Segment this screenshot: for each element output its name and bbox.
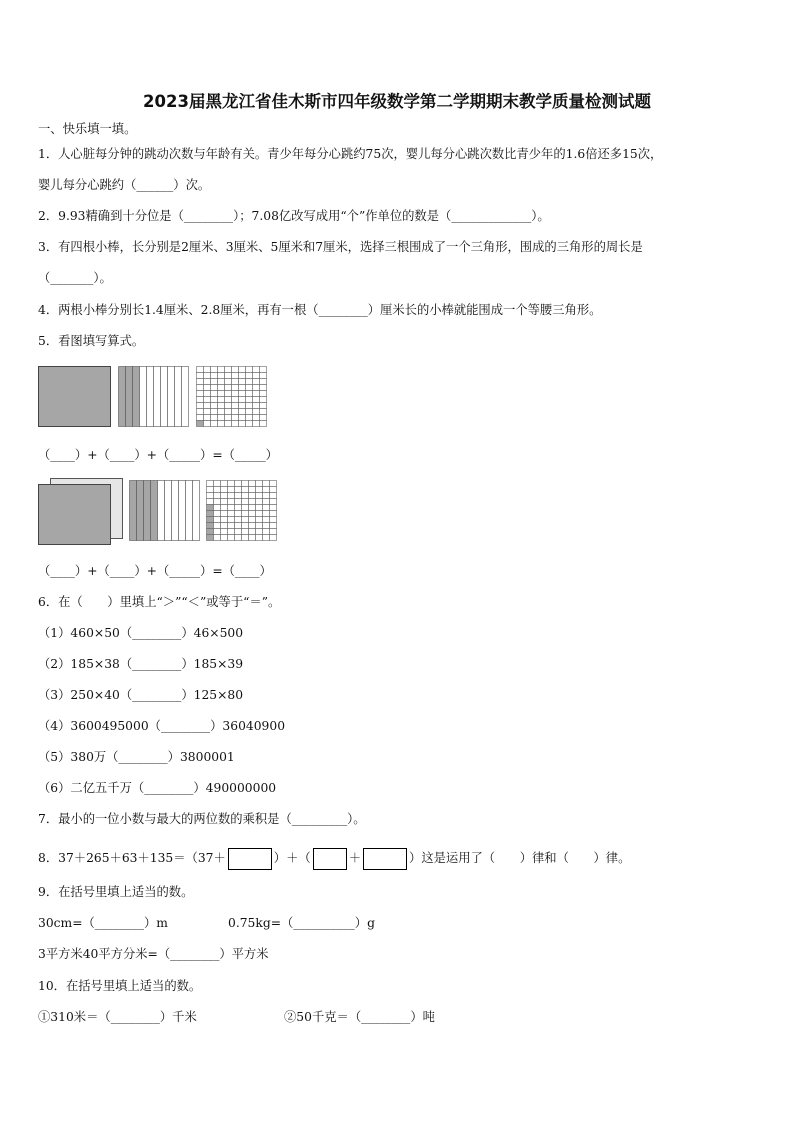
- question-3-line-2: （_______）。: [38, 271, 112, 285]
- figure-2-tenths-strips: [129, 480, 201, 542]
- hundredth-cell: [270, 511, 277, 517]
- hundredth-cell: [260, 397, 267, 403]
- hundredth-cell: [221, 499, 228, 505]
- hundredth-cell: [225, 385, 232, 391]
- hundredth-cell: [197, 403, 204, 409]
- hundredth-cell: [256, 529, 263, 535]
- tenth-strip: [147, 367, 154, 427]
- hundredth-cell: [232, 367, 239, 373]
- hundredth-cell: [260, 415, 267, 421]
- hundredth-cell: [214, 487, 221, 493]
- hundredth-cell: [211, 397, 218, 403]
- hundredth-cell: [214, 517, 221, 523]
- hundredth-cell: [246, 367, 253, 373]
- hundredth-cell: [246, 403, 253, 409]
- hundredth-cell: [228, 487, 235, 493]
- hundredth-cell: [253, 373, 260, 379]
- hundredth-cell: [249, 487, 256, 493]
- hundredth-cell: [225, 379, 232, 385]
- hundredth-cell: [235, 493, 242, 499]
- hundredth-cell: [207, 529, 214, 535]
- tenth-strip: [172, 481, 179, 541]
- hundredth-cell: [256, 481, 263, 487]
- question-9-item-c: 3平方米40平方分米=（________）平方米: [38, 947, 269, 961]
- tenth-strip: [151, 481, 158, 541]
- hundredth-cell: [246, 373, 253, 379]
- hundredth-cell: [256, 487, 263, 493]
- hundredth-cell: [221, 529, 228, 535]
- question-9: 9．在括号里填上适当的数。: [38, 885, 194, 899]
- hundredth-cell: [197, 415, 204, 421]
- hundredth-cell: [270, 517, 277, 523]
- tenth-strip: [154, 367, 161, 427]
- hundredth-cell: [246, 391, 253, 397]
- hundredth-cell: [218, 385, 225, 391]
- hundredth-cell: [270, 487, 277, 493]
- hundredth-cell: [263, 505, 270, 511]
- question-5-equation-1: （____）+（____）+（_____）=（_____）: [38, 448, 278, 462]
- question-9-item-a: 30cm=（________）m: [38, 916, 168, 930]
- tenth-strip: [168, 367, 175, 427]
- question-6-item: （4）3600495000（________）36040900: [38, 719, 286, 733]
- question-9-item-b: 0.75kg=（__________）g: [228, 916, 375, 930]
- hundredth-cell: [225, 421, 232, 427]
- hundredth-cell: [232, 421, 239, 427]
- tenth-strip: [179, 481, 186, 541]
- hundredth-cell: [228, 499, 235, 505]
- question-6-item: （3）250×40（________）125×80: [38, 688, 244, 702]
- question-10-item-b: ②50千克＝（________）吨: [284, 1010, 435, 1024]
- hundredth-cell: [218, 415, 225, 421]
- hundredth-cell: [246, 421, 253, 427]
- hundredth-cell: [197, 379, 204, 385]
- tenth-strip: [182, 367, 189, 427]
- hundredth-cell: [228, 481, 235, 487]
- hundredth-cell: [239, 385, 246, 391]
- hundredth-cell: [242, 499, 249, 505]
- hundredth-cell: [242, 535, 249, 541]
- hundredth-cell: [211, 385, 218, 391]
- question-6: 6．在（ ）里填上“＞”“＜”或等于“＝”。: [38, 595, 281, 609]
- hundredth-cell: [218, 391, 225, 397]
- question-5-equation-2: （____）+（____）+（_____）=（____）: [38, 564, 272, 578]
- hundredth-cell: [218, 409, 225, 415]
- hundredth-cell: [263, 523, 270, 529]
- tenth-strip: [165, 481, 172, 541]
- hundredth-cell: [207, 517, 214, 523]
- hundredth-cell: [263, 481, 270, 487]
- hundredth-cell: [211, 415, 218, 421]
- hundredth-cell: [235, 529, 242, 535]
- question-8-part-c: ＋: [348, 851, 362, 865]
- hundredth-cell: [232, 391, 239, 397]
- answer-box[interactable]: [313, 848, 347, 870]
- hundredth-cell: [253, 367, 260, 373]
- hundredth-cell: [214, 499, 221, 505]
- hundredth-cell: [242, 511, 249, 517]
- hundredth-cell: [207, 487, 214, 493]
- hundredth-cell: [253, 397, 260, 403]
- hundredth-cell: [235, 499, 242, 505]
- hundredth-cell: [256, 505, 263, 511]
- hundredth-cell: [253, 403, 260, 409]
- hundredth-cell: [221, 487, 228, 493]
- question-5: 5．看图填写算式。: [38, 334, 145, 348]
- figure-1-hundredths-grid: [196, 366, 268, 428]
- hundredth-cell: [246, 409, 253, 415]
- hundredth-cell: [253, 415, 260, 421]
- hundredth-cell: [197, 397, 204, 403]
- question-8-part-a: 8．37＋265＋63＋135＝（37＋: [38, 851, 226, 865]
- hundredth-cell: [232, 385, 239, 391]
- tenth-strip: [119, 367, 126, 427]
- hundredth-cell: [246, 415, 253, 421]
- hundredth-cell: [211, 367, 218, 373]
- hundredth-cell: [204, 409, 211, 415]
- hundredth-cell: [221, 505, 228, 511]
- hundredth-cell: [225, 415, 232, 421]
- hundredth-cell: [221, 523, 228, 529]
- hundredth-cell: [232, 379, 239, 385]
- question-8-part-b: ）＋（: [273, 851, 311, 865]
- hundredth-cell: [270, 523, 277, 529]
- hundredth-cell: [221, 517, 228, 523]
- hundredth-cell: [214, 523, 221, 529]
- hundredth-cell: [260, 373, 267, 379]
- hundredth-cell: [232, 373, 239, 379]
- hundredth-cell: [256, 523, 263, 529]
- hundredth-cell: [239, 397, 246, 403]
- hundredth-cell: [270, 535, 277, 541]
- hundredth-cell: [270, 529, 277, 535]
- section-heading: 一、快乐填一填。: [38, 122, 137, 136]
- hundredth-cell: [218, 397, 225, 403]
- question-3-line-1: 3．有四根小棒，长分别是2厘米、3厘米、5厘米和7厘米，选择三根围成了一个三角形，围成的三角形的周长是: [38, 240, 643, 254]
- hundredth-cell: [253, 409, 260, 415]
- hundredth-cell: [214, 505, 221, 511]
- hundredth-cell: [232, 397, 239, 403]
- hundredth-cell: [260, 403, 267, 409]
- question-7: 7．最小的一位小数与最大的两位数的乘积是（_________）。: [38, 812, 366, 826]
- hundredth-cell: [249, 523, 256, 529]
- hundredth-cell: [211, 373, 218, 379]
- hundredth-cell: [221, 511, 228, 517]
- hundredth-cell: [235, 511, 242, 517]
- hundredth-cell: [263, 499, 270, 505]
- hundredth-cell: [225, 373, 232, 379]
- hundredth-cell: [221, 493, 228, 499]
- hundredth-cell: [256, 511, 263, 517]
- question-2: 2．9.93精确到十分位是（________）；7.08亿改写成用“个”作单位的数是（_____________）。: [38, 209, 550, 223]
- hundredth-cell: [239, 391, 246, 397]
- hundredth-cell: [207, 535, 214, 541]
- hundredth-cell: [270, 499, 277, 505]
- hundredth-cell: [263, 511, 270, 517]
- hundredth-cell: [260, 391, 267, 397]
- hundredth-cell: [242, 487, 249, 493]
- hundredth-cell: [207, 523, 214, 529]
- hundredth-cell: [211, 403, 218, 409]
- hundredth-cell: [239, 373, 246, 379]
- hundredth-cell: [211, 391, 218, 397]
- hundredth-cell: [225, 367, 232, 373]
- hundredth-cell: [249, 493, 256, 499]
- hundredth-cell: [225, 409, 232, 415]
- hundredth-cell: [270, 493, 277, 499]
- answer-box[interactable]: [363, 848, 407, 870]
- tenth-strip: [158, 481, 165, 541]
- figure-2-two-squares: [38, 478, 124, 546]
- hundredth-cell: [197, 421, 204, 427]
- question-6-item: （1）460×50（________）46×500: [38, 626, 244, 640]
- hundredth-cell: [239, 379, 246, 385]
- hundredth-cell: [232, 409, 239, 415]
- hundredth-cell: [197, 409, 204, 415]
- hundredth-cell: [214, 535, 221, 541]
- hundredth-cell: [204, 373, 211, 379]
- hundredth-cell: [207, 481, 214, 487]
- hundredth-cell: [207, 493, 214, 499]
- question-10: 10．在括号里填上适当的数。: [38, 979, 202, 993]
- hundredth-cell: [246, 397, 253, 403]
- hundredth-cell: [218, 379, 225, 385]
- hundredth-cell: [214, 529, 221, 535]
- hundredth-cell: [253, 379, 260, 385]
- hundredth-cell: [249, 517, 256, 523]
- hundredth-cell: [228, 517, 235, 523]
- hundredth-cell: [228, 535, 235, 541]
- hundredth-cell: [211, 409, 218, 415]
- hundredth-cell: [249, 511, 256, 517]
- hundredth-cell: [228, 511, 235, 517]
- tenth-strip: [144, 481, 151, 541]
- hundredth-cell: [225, 403, 232, 409]
- hundredth-cell: [242, 493, 249, 499]
- hundredth-cell: [263, 529, 270, 535]
- hundredth-cell: [228, 505, 235, 511]
- hundredth-cell: [253, 385, 260, 391]
- hundredth-cell: [249, 481, 256, 487]
- hundredth-cell: [239, 403, 246, 409]
- tenth-strip: [161, 367, 168, 427]
- hundredth-cell: [242, 481, 249, 487]
- question-6-item: （2）185×38（________）185×39: [38, 657, 244, 671]
- question-6-item: （5）380万（________）3800001: [38, 750, 235, 764]
- hundredth-cell: [260, 379, 267, 385]
- hundredth-cell: [256, 535, 263, 541]
- hundredth-cell: [207, 505, 214, 511]
- hundredth-cell: [256, 499, 263, 505]
- hundredth-cell: [204, 391, 211, 397]
- hundredth-cell: [225, 391, 232, 397]
- hundredth-cell: [249, 535, 256, 541]
- hundredth-cell: [211, 379, 218, 385]
- hundredth-cell: [214, 511, 221, 517]
- hundredth-cell: [249, 529, 256, 535]
- question-1-line-1: 1．人心脏每分钟的跳动次数与年龄有关。青少年每分心跳约75次，婴儿每分心跳次数比青少年的1.6倍还多15次，: [38, 147, 663, 161]
- hundredth-cell: [263, 535, 270, 541]
- hundredth-cell: [228, 529, 235, 535]
- figure-2-hundredths-grid: [206, 480, 280, 542]
- hundredth-cell: [239, 415, 246, 421]
- hundredth-cell: [263, 487, 270, 493]
- hundredth-cell: [239, 421, 246, 427]
- hundredth-cell: [232, 403, 239, 409]
- question-10-item-a: ①310米＝（________）千米: [38, 1010, 197, 1024]
- hundredth-cell: [239, 367, 246, 373]
- hundredth-cell: [249, 505, 256, 511]
- hundredth-cell: [249, 499, 256, 505]
- hundredth-cell: [242, 523, 249, 529]
- hundredth-cell: [270, 505, 277, 511]
- tenth-strip: [186, 481, 193, 541]
- tenth-strip: [175, 367, 182, 427]
- hundredth-cell: [225, 397, 232, 403]
- tenth-strip: [137, 481, 144, 541]
- hundredth-cell: [197, 385, 204, 391]
- hundredth-cell: [260, 421, 267, 427]
- hundredth-cell: [235, 505, 242, 511]
- hundredth-cell: [214, 493, 221, 499]
- page-title: 2023届黑龙江省佳木斯市四年级数学第二学期期末教学质量检测试题: [143, 92, 651, 111]
- hundredth-cell: [204, 385, 211, 391]
- hundredth-cell: [197, 367, 204, 373]
- hundredth-cell: [260, 385, 267, 391]
- hundredth-cell: [218, 367, 225, 373]
- figure-1-tenths-strips: [118, 366, 190, 428]
- hundredth-cell: [235, 517, 242, 523]
- hundredth-cell: [256, 493, 263, 499]
- hundredth-cell: [218, 373, 225, 379]
- hundredth-cell: [260, 367, 267, 373]
- hundredth-cell: [263, 493, 270, 499]
- hundredth-cell: [228, 523, 235, 529]
- hundredth-cell: [204, 421, 211, 427]
- question-8-part-d: ）这是运用了（ ）律和（ ）律。: [409, 851, 631, 865]
- figure-1-whole-square: [38, 366, 112, 428]
- hundredth-cell: [197, 373, 204, 379]
- tenth-strip: [140, 367, 147, 427]
- hundredth-cell: [207, 511, 214, 517]
- hundredth-cell: [246, 385, 253, 391]
- hundredth-cell: [239, 409, 246, 415]
- hundredth-cell: [242, 529, 249, 535]
- hundredth-cell: [235, 523, 242, 529]
- hundredth-cell: [204, 379, 211, 385]
- tenth-strip: [193, 481, 200, 541]
- tenth-strip: [133, 367, 140, 427]
- hundredth-cell: [246, 379, 253, 385]
- question-6-item: （6）二亿五千万（________）490000000: [38, 781, 277, 795]
- hundredth-cell: [253, 391, 260, 397]
- hundredth-cell: [218, 421, 225, 427]
- hundredth-cell: [204, 397, 211, 403]
- hundredth-cell: [221, 535, 228, 541]
- hundredth-cell: [256, 517, 263, 523]
- hundredth-cell: [204, 415, 211, 421]
- question-8: [38, 847, 630, 870]
- hundredth-cell: [211, 421, 218, 427]
- tenth-strip: [126, 367, 133, 427]
- hundredth-cell: [197, 391, 204, 397]
- question-4: 4．两根小棒分别长1.4厘米、2.8厘米，再有一根（________）厘米长的小棒就能围成一个等腰三角形。: [38, 303, 602, 317]
- hundredth-cell: [204, 403, 211, 409]
- hundredth-cell: [235, 481, 242, 487]
- hundredth-cell: [260, 409, 267, 415]
- hundredth-cell: [270, 481, 277, 487]
- hundredth-cell: [207, 499, 214, 505]
- hundredth-cell: [235, 535, 242, 541]
- hundredth-cell: [242, 517, 249, 523]
- hundredth-cell: [214, 481, 221, 487]
- tenth-strip: [130, 481, 137, 541]
- hundredth-cell: [232, 415, 239, 421]
- hundredth-cell: [218, 403, 225, 409]
- hundredth-cell: [235, 487, 242, 493]
- hundredth-cell: [263, 517, 270, 523]
- hundredth-cell: [253, 421, 260, 427]
- hundredth-cell: [228, 493, 235, 499]
- hundredth-cell: [204, 367, 211, 373]
- hundredth-cell: [242, 505, 249, 511]
- question-1-line-2: 婴儿每分心跳约（______）次。: [38, 178, 211, 192]
- hundredth-cell: [221, 481, 228, 487]
- answer-box[interactable]: [228, 848, 272, 870]
